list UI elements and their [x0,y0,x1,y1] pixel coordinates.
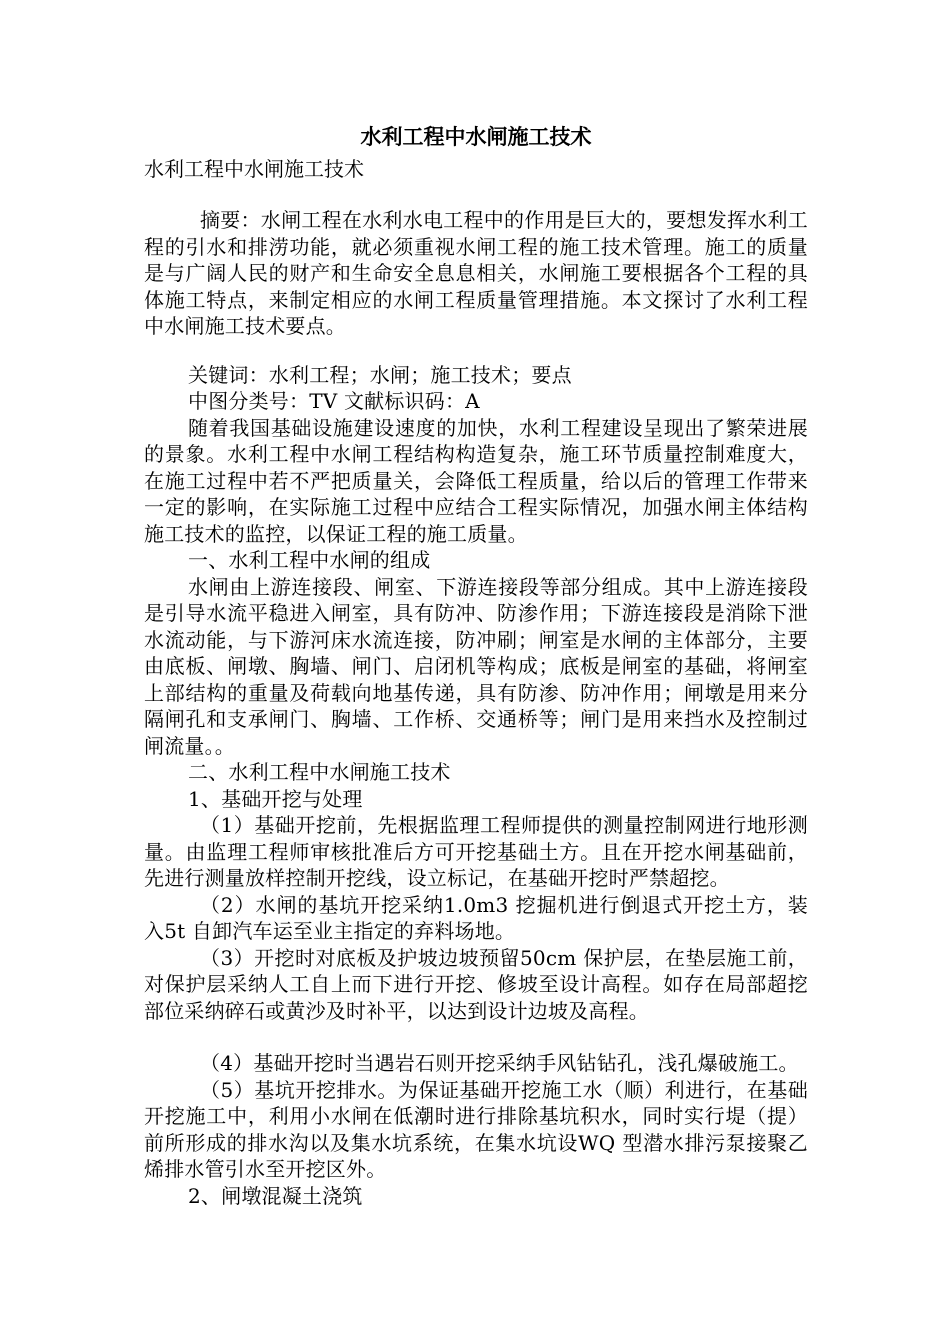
classification-line: 中图分类号：TV 文献标识码：A [188,389,480,413]
list-item-1: （1）基础开挖前，先根据监理工程师提供的测量控制网进行地形测量。由监理工程师审核批准后方可开挖基础土方。且在开挖水闸基础前，先进行测量放样控制开挖线，设立标记，在基础开挖时严禁超挖。 [144,813,808,890]
list-item-4: （4）基础开挖时当遇岩石则开挖采纳手风钻钻孔，浅孔爆破施工。 [200,1051,799,1075]
subsection2-heading: 2、闸墩混凝土浇筑 [188,1183,363,1208]
section1-heading: 一、水利工程中水闸的组成 [188,548,431,572]
subsection1-heading: 1、基础开挖与处理 [188,786,363,811]
intro-paragraph: 随着我国基础设施建设速度的加快，水利工程建设呈现出了繁荣进展的景象。水利工程中水闸工程结构构造复杂，施工环节质量控制难度大，在施工过程中若不严把质量关，会降低工程质量，给以后的管理工作带来一定的影响，在实际施工过程中应结合工程实际情况，加强水闸主体结构施工技术的监控，以保证工程的施工质量。 [144,415,808,546]
spacer [144,1024,808,1050]
spacer [144,340,808,362]
document-subtitle: 水利工程中水闸施工技术 [144,157,364,181]
list-item-5: （5）基坑开挖排水。为保证基础开挖施工水（顺）利进行，在基础开挖施工中，利用小水闸在低潮时进行排除基坑积水，同时实行堤（提）前所形成的排水沟以及集水坑系统，在集水坑设WQ 型潜水排污泵接聚乙烯排水管引水至开挖区外。 [144,1077,808,1181]
spacer [144,182,808,207]
document-title: 水利工程中水闸施工技术 [360,125,592,149]
list-item-2: （2）水闸的基坑开挖采纳1.0m3 挖掘机进行倒退式开挖土方，装入5t 自卸汽车运至业主指定的弃料场地。 [144,892,808,943]
abstract-paragraph: 摘要：水闸工程在水利水电工程中的作用是巨大的，要想发挥水利工程的引水和排涝功能，就必须重视水闸工程的施工技术管理。施工的质量是与广阔人民的财产和生命安全息息相关，水闸施工要根据各个工程的具体施工特点，来制定相应的水闸工程质量管理措施。本文探讨了水利工程中水闸施工技术要点。 [144,208,808,338]
section2-heading: 二、水利工程中水闸施工技术 [188,760,451,784]
section1-body: 水闸由上游连接段、闸室、下游连接段等部分组成。其中上游连接段是引导水流平稳进入闸室，具有防冲、防渗作用；下游连接段是消除下泄水流动能，与下游河床水流连接，防冲刷；闸室是水闸的主体部分，主要由底板、闸墩、胸墙、闸门、启闭机等构成；底板是闸室的基础，将闸室上部结构的重量及荷载向地基传递，具有防渗、防冲作用；闸墩是用来分隔闸孔和支承闸门、胸墙、工作桥、交通桥等；闸门是用来挡水及控制过闸流量。。 [144,574,808,758]
document-page [144,118,808,1209]
list-item-3: （3）开挖时对底板及护坡边坡预留50cm 保护层，在垫层施工前，对保护层采纳人工自上而下进行开挖、修坡至设计高程。如存在局部超挖部位采纳碎石或黄沙及时补平，以达到设计边坡及高程。 [144,945,808,1023]
keywords-line: 关键词：水利工程；水闸；施工技术；要点 [188,362,572,387]
